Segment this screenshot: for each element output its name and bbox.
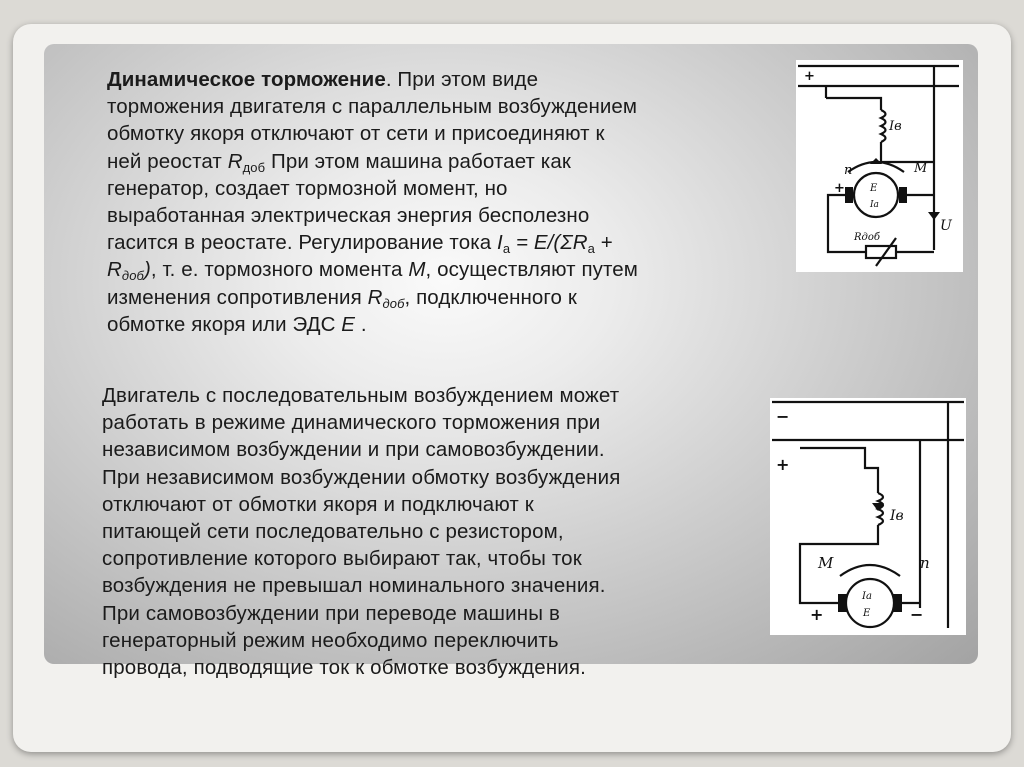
plus-label: + bbox=[776, 455, 790, 474]
paragraph-dynamic-braking: Динамическое торможение. При этом виде торможения двигателя с параллельным возбуждением обмотку якоря отключают от сети и присоединяют к ней реостат $R_{доб}$ При этом машина работает как генератор, создает тормозной момент, но выработанная электрическая энергия бесполезно гасится в реостате. Регулирование тока $I_a = E/(\Sigma R_a$ + $R_{доб}$), т. е. тормозного момента М, осуществляют путем изменения сопротивления $R_{доб}$, подключенного к обмотке якоря или ЭДС Е . bbox=[107, 68, 638, 336]
plus-bottom-label: + bbox=[810, 605, 824, 624]
circuit-svg-series bbox=[770, 398, 966, 635]
field-wire-top bbox=[800, 448, 878, 493]
brush-right bbox=[893, 594, 902, 612]
ia-label: Ia bbox=[862, 591, 872, 602]
paragraph-heading: Динамическое торможение bbox=[107, 68, 386, 91]
iv-label: Iв bbox=[890, 508, 904, 524]
plus-top-label: + bbox=[804, 69, 815, 84]
armature-wire-left bbox=[828, 195, 866, 252]
m-label: М bbox=[818, 554, 834, 572]
iv-label: Iв bbox=[889, 119, 902, 134]
n-label: n bbox=[844, 163, 853, 178]
ia-label: Ia bbox=[870, 200, 879, 210]
armature-circle bbox=[854, 173, 898, 217]
brush-right bbox=[899, 187, 907, 203]
circuit-diagram-series bbox=[770, 398, 966, 635]
u-label: U bbox=[940, 218, 952, 234]
circuit-diagram-parallel bbox=[796, 60, 963, 272]
plus-left-label: + bbox=[834, 181, 845, 196]
voltage-arrow bbox=[928, 212, 940, 220]
circuit-svg-parallel bbox=[796, 60, 963, 272]
paragraph-series-excitation: Двигатель с последовательным возбуждением может работать в режиме динамического торможения при независимом возбуждении и при самовозбуждении. При независимом возбуждении обмотку возбуждения отключают от обмотки якоря и подключают к питающей сети последовательно с резистором, сопротивление которого выбирают так, чтобы ток возбуждения не превышал номинального значения. При самовозбуждении при переводе машины в генераторный режим необходимо переключить провода, подводящие ток к обмотке возбуждения. bbox=[102, 384, 621, 680]
armature-circle bbox=[846, 579, 894, 627]
brush-left bbox=[838, 594, 847, 612]
field-winding bbox=[881, 110, 886, 142]
e-label: E bbox=[870, 183, 878, 194]
field-wire-top bbox=[826, 98, 881, 110]
resistor-r-dob bbox=[866, 246, 896, 258]
m-label: М bbox=[914, 161, 928, 176]
r-dob-label: Rдоб bbox=[854, 232, 880, 243]
field-wire-bottom bbox=[881, 142, 934, 162]
rotation-arc bbox=[840, 565, 900, 576]
e-label: E bbox=[863, 608, 871, 619]
minus-bottom-label: − bbox=[910, 605, 924, 624]
n-label: n bbox=[920, 554, 930, 572]
brush-left bbox=[845, 187, 853, 203]
minus-top-label: − bbox=[776, 407, 790, 426]
